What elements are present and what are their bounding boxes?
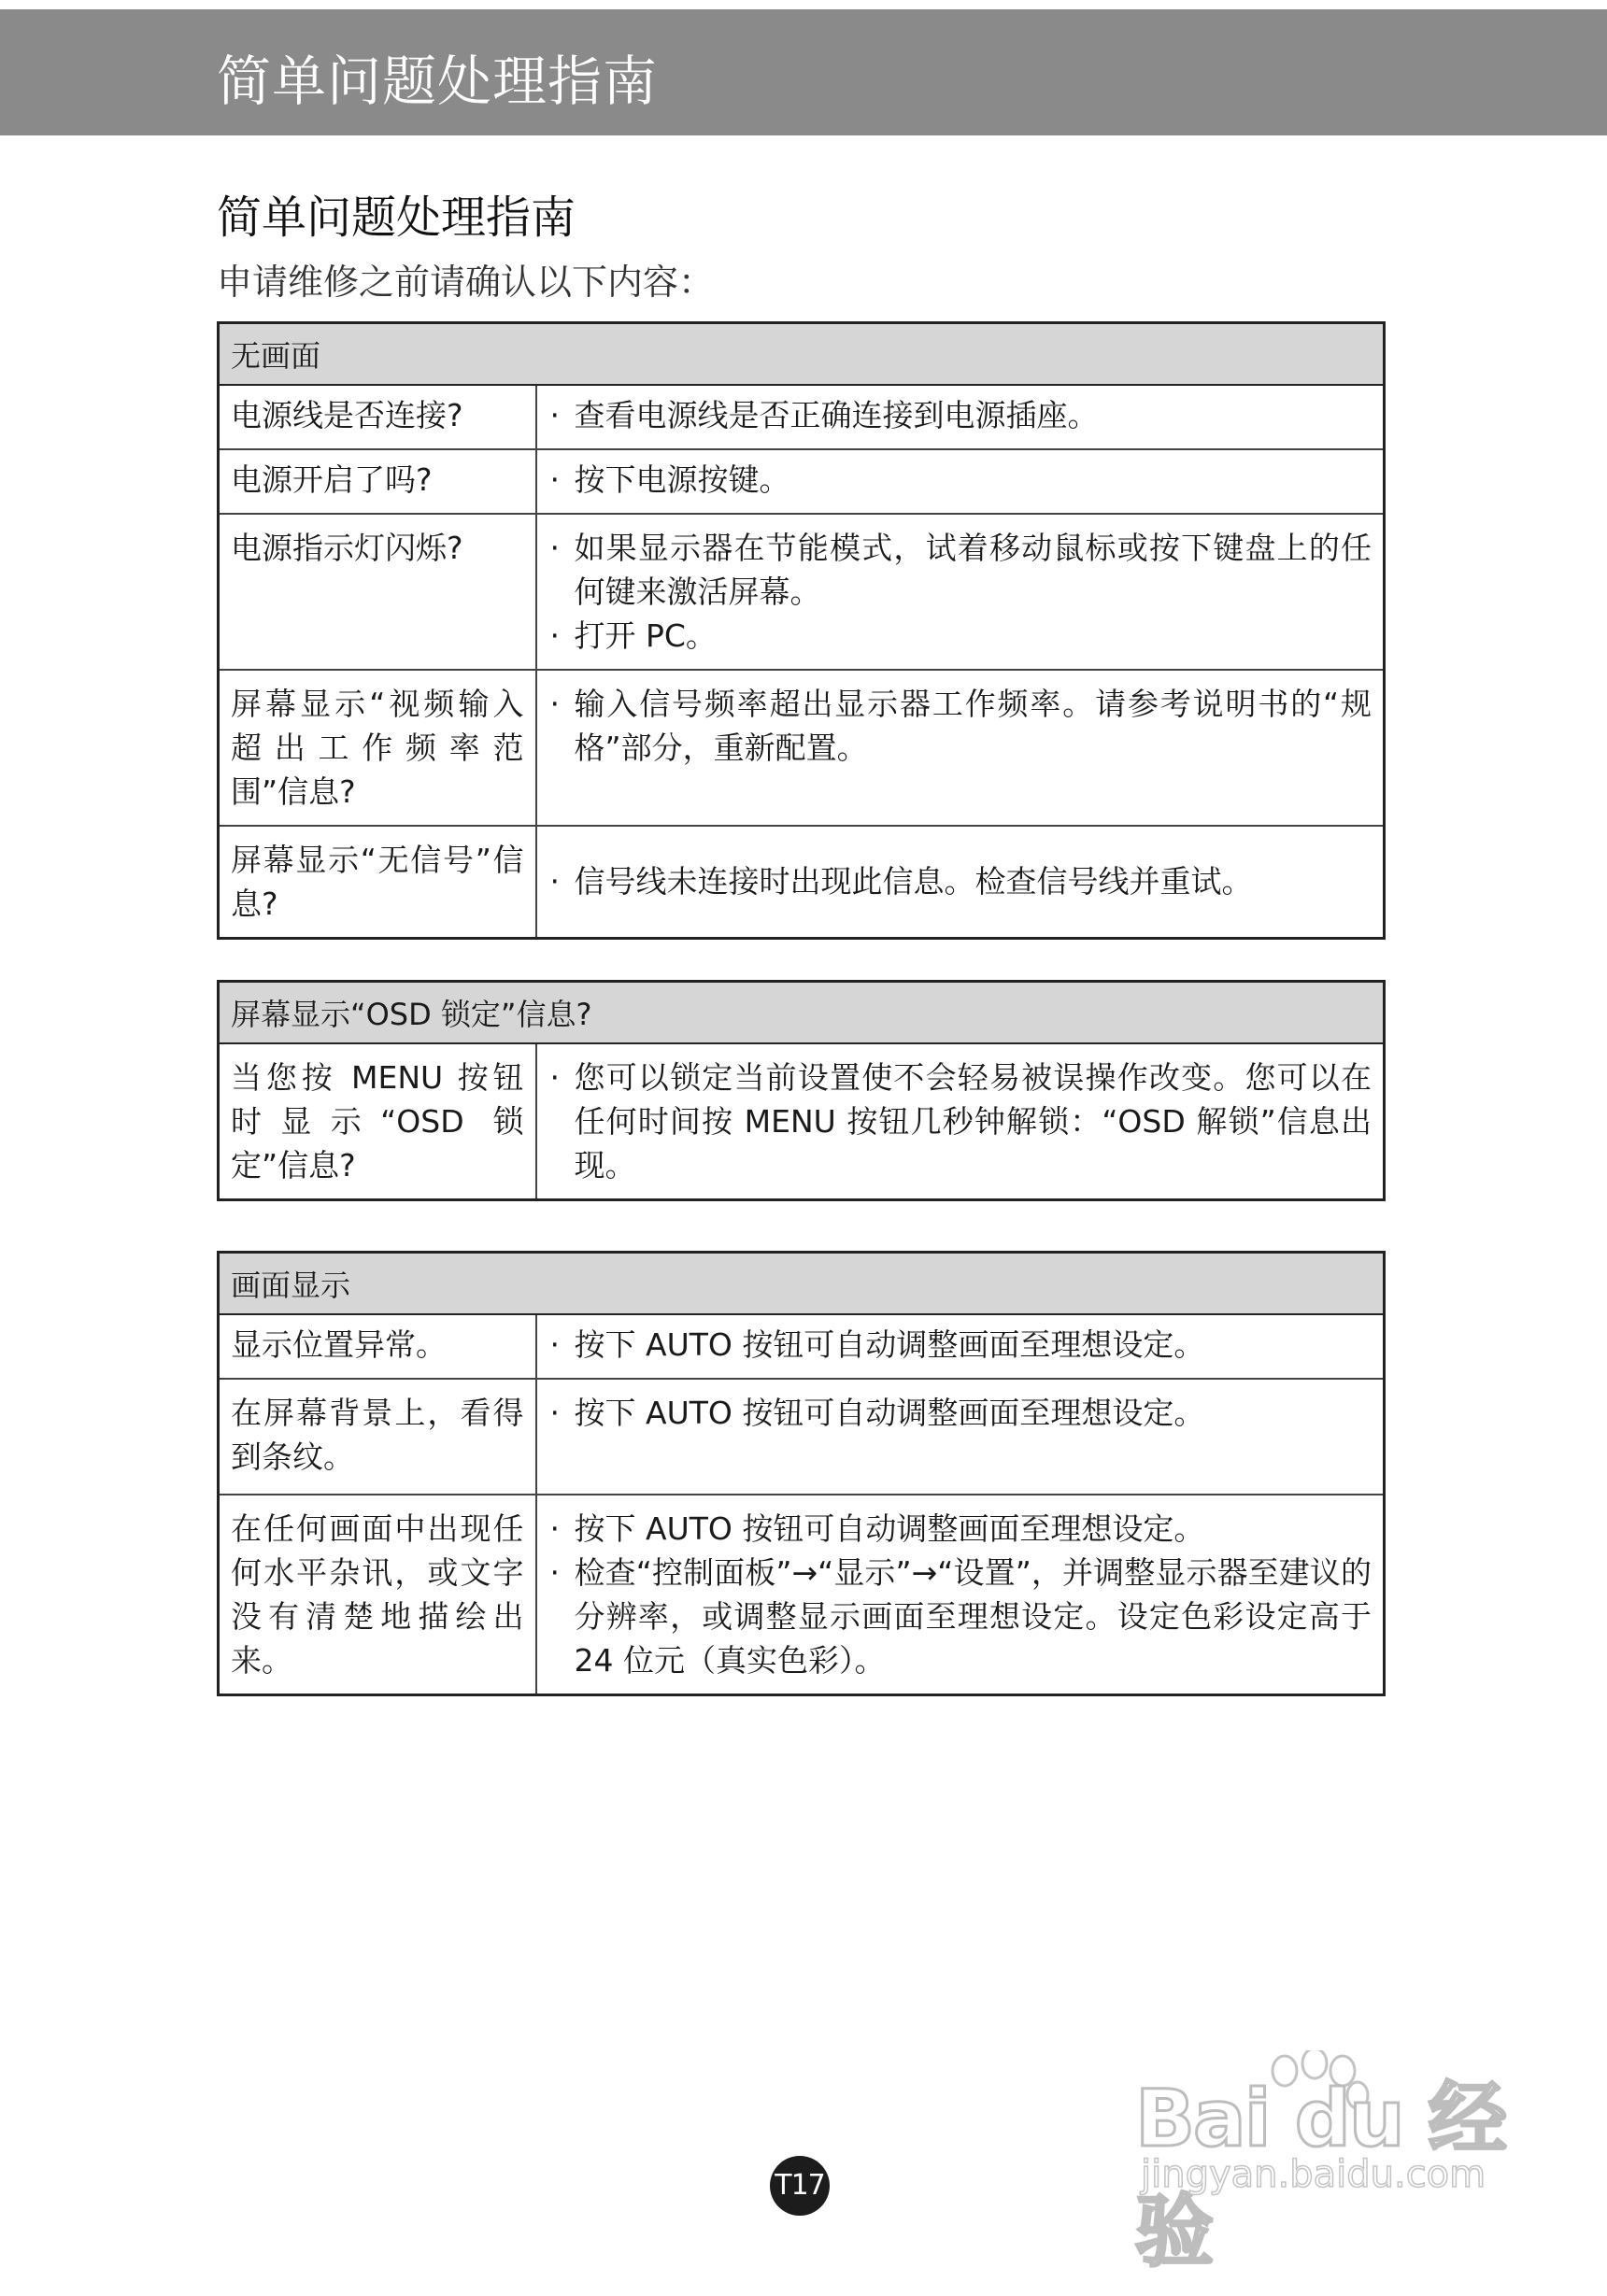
- question-cell: 在任何画面中出现任何水平杂讯，或文字没有清楚地描绘出来。: [219, 1495, 536, 1695]
- question-cell: 电源开启了吗?: [219, 449, 536, 514]
- question-cell: 电源线是否连接?: [219, 385, 536, 449]
- answer-cell: [536, 670, 1385, 826]
- answer-item: · 按下 AUTO 按钮可自动调整画面至理想设定。: [548, 1323, 1372, 1367]
- answer-cell: [536, 1379, 1385, 1495]
- page-number-badge: T17: [770, 2156, 830, 2216]
- answer-cell: [536, 514, 1385, 670]
- answer-item: · 如果显示器在节能模式，试着移动鼠标或按下键盘上的任何键来激活屏幕。: [548, 526, 1372, 614]
- answer-cell: [536, 1043, 1385, 1200]
- answer-item: · 您可以锁定当前设置使不会轻易被误操作改变。您可以在任何时间按 MENU 按钮几秒钟解锁：“OSD 解锁”信息出现。: [548, 1056, 1372, 1187]
- answer-item: · 检查“控制面板”→“显示”→“设置”，并调整显示器至建议的分辨率，或调整显示画面至理想设定。设定色彩设定高于 24 位元（真实色彩）。: [548, 1551, 1372, 1682]
- answer-item: · 信号线未连接时出现此信息。检查信号线并重试。: [548, 859, 1372, 903]
- question-cell: 屏幕显示“无信号”信息?: [219, 826, 536, 939]
- table-row: [219, 1379, 1385, 1495]
- question-cell: 当您按 MENU 按钮时显示“OSD 锁定”信息?: [219, 1043, 536, 1200]
- table-row: [219, 1495, 1385, 1695]
- table-row: [219, 826, 1385, 939]
- answer-cell: [536, 1495, 1385, 1695]
- question-cell: 电源指示灯闪烁?: [219, 514, 536, 670]
- answer-item: · 按下 AUTO 按钮可自动调整画面至理想设定。: [548, 1391, 1372, 1435]
- answer-cell: [536, 826, 1385, 939]
- answer-item: · 按下 AUTO 按钮可自动调整画面至理想设定。: [548, 1507, 1372, 1551]
- answer-item: · 输入信号频率超出显示器工作频率。请参考说明书的“规格”部分，重新配置。: [548, 682, 1372, 770]
- header-title: 简单问题处理指南: [217, 50, 659, 113]
- table-row: [219, 670, 1385, 826]
- table-title: 画面显示: [219, 1253, 1385, 1314]
- troubleshoot-table-no-picture: [217, 321, 1386, 940]
- table-title: 屏幕显示“OSD 锁定”信息?: [219, 982, 1385, 1043]
- table-row: [219, 385, 1385, 449]
- answer-item: · 查看电源线是否正确连接到电源插座。: [548, 393, 1372, 437]
- watermark-brand: Bai du 经验: [1135, 2073, 1505, 2277]
- troubleshoot-table-display: [217, 1251, 1386, 1696]
- question-cell: 屏幕显示“视频输入超出工作频率范围”信息?: [219, 670, 536, 826]
- baidu-watermark: [1135, 2050, 1528, 2277]
- answer-cell: [536, 385, 1385, 449]
- table-title: 无画面: [219, 323, 1385, 385]
- page-intro: 申请维修之前请确认以下内容：: [217, 262, 715, 303]
- table-row: [219, 449, 1385, 514]
- answer-cell: [536, 449, 1385, 514]
- answer-item: · 按下电源按键。: [548, 458, 1372, 502]
- troubleshoot-table-osd-lock: [217, 980, 1386, 1201]
- table-row: [219, 1043, 1385, 1200]
- table-row: [219, 1314, 1385, 1379]
- page-heading: 简单问题处理指南: [217, 191, 576, 244]
- answer-item: · 打开 PC。: [548, 614, 1372, 658]
- table-row: [219, 514, 1385, 670]
- question-cell: 显示位置异常。: [219, 1314, 536, 1379]
- question-cell: 在屏幕背景上，看得到条纹。: [219, 1379, 536, 1495]
- watermark-url: jingyan.baidu.com: [1141, 2153, 1486, 2196]
- answer-cell: [536, 1314, 1385, 1379]
